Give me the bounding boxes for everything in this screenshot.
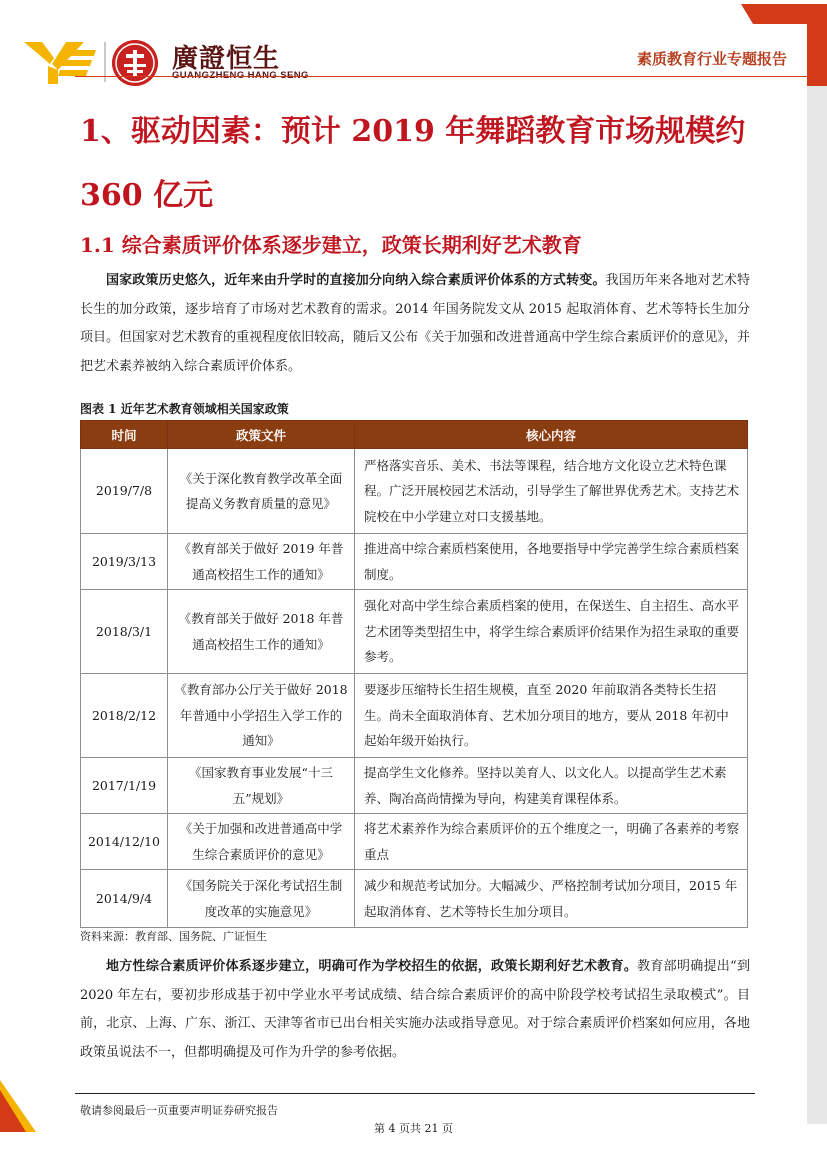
table-title: 图表 1 近年艺术教育领域相关国家政策 [80, 402, 289, 416]
table-row [81, 674, 748, 758]
header-date: 时间 [81, 421, 168, 449]
cell-doc: 《教育部关于做好 2019 年普通高校招生工作的通知》 [168, 534, 355, 590]
cell-core: 严格落实音乐、美术、书法等课程，结合地方文化设立艺术特色课程。广泛开展校园艺术活动，引导学生了解世界优秀艺术。支持艺术院校在中小学建立对口支援基地。 [355, 449, 748, 534]
table-row [81, 758, 748, 814]
cell-date: 2017/1/19 [81, 758, 168, 814]
cell-doc: 《教育部关于做好 2018 年普通高校招生工作的通知》 [168, 590, 355, 674]
table-row [81, 814, 748, 870]
cell-doc: 《国家教育事业发展“十三五”规划》 [168, 758, 355, 814]
table-header-row [81, 421, 748, 449]
table-row [81, 449, 748, 534]
policy-table [80, 420, 748, 928]
paragraph-lead: 地方性综合素质评价体系逐步建立，明确可作为学校招生的依据，政策长期利好艺术教育。 [106, 959, 638, 974]
cell-date: 2018/3/1 [81, 590, 168, 674]
side-gray-bar [807, 24, 827, 1124]
paragraph-body: 我国历年来各地对艺术特长生的加分政策，逐步培育了市场对艺术教育的需求。2014 年国务院发文从 2015 起取消体育、艺术等特长生加分项目。但国家对艺术教育的重视程度依旧较高，随后又公布《关于加强和改进普通高中学生综合素质评价的意见》，并把艺术素养被纳入综合素质评价体系。 [80, 273, 750, 374]
brand-seal-icon [112, 40, 158, 86]
header-rule [75, 76, 807, 77]
cell-date: 2018/2/12 [81, 674, 168, 758]
side-red-bar [807, 24, 827, 86]
header-core: 核心内容 [355, 421, 748, 449]
paragraph-policy-history [80, 267, 750, 381]
table-row [81, 870, 748, 928]
section-heading-line-2: 360 亿元 [80, 178, 214, 213]
cell-date: 2014/9/4 [81, 870, 168, 928]
footer-rule [75, 1093, 755, 1094]
header-accent-bar [741, 4, 827, 24]
paragraph-local-policy [80, 953, 750, 1067]
cell-date: 2019/7/8 [81, 449, 168, 534]
cell-core: 强化对高中学生综合素质档案的使用，在保送生、自主招生、高水平艺术团等类型招生中，将学生综合素质评价结果作为招生录取的重要参考。 [355, 590, 748, 674]
brand-y-logo-icon [24, 40, 96, 84]
section-heading-line-1: 1、驱动因素：预计 2019 年舞蹈教育市场规模约 [80, 114, 746, 149]
cell-doc: 《关于加强和改进普通高中学生综合素质评价的意见》 [168, 814, 355, 870]
cell-core: 提高学生文化修养。坚持以美育人、以文化人。以提高学生艺术素养、陶冶高尚情操为导向，构建美育课程体系。 [355, 758, 748, 814]
cell-core: 推进高中综合素质档案使用，各地要指导中学完善学生综合素质档案制度。 [355, 534, 748, 590]
subsection-heading: 1.1 综合素质评价体系逐步建立，政策长期利好艺术教育 [80, 233, 582, 257]
table-row [81, 534, 748, 590]
table-source-note: 资料来源：教育部、国务院、广证恒生 [80, 930, 267, 943]
cell-core: 要逐步压缩特长生招生规模，直至 2020 年前取消各类特长生招生。尚未全面取消体育、艺术加分项目的地方，要从 2018 年初中起始年级开始执行。 [355, 674, 748, 758]
footer-disclaimer: 敬请参阅最后一页重要声明证券研究报告 [80, 1104, 278, 1117]
cell-date: 2019/3/13 [81, 534, 168, 590]
page-number: 第 4 页共 21 页 [374, 1122, 453, 1135]
cell-core: 将艺术素养作为综合素质评价的五个维度之一，明确了各素养的考察重点 [355, 814, 748, 870]
report-type-label: 素质教育行业专题报告 [636, 50, 787, 68]
cell-doc: 《关于深化教育教学改革全面提高义务教育质量的意见》 [168, 449, 355, 534]
table-row [81, 590, 748, 674]
brand-name-cn: 廣證恒生 [172, 44, 281, 74]
paragraph-body: 教育部明确提出“到 2020 年左右，要初步形成基于初中学业水平考试成绩、结合综合素质评价的高中阶段学校考试招生录取模式”。目前，北京、上海、广东、浙江、天津等省市已出台相关实施办法或指导意见。对于综合素质评价档案如何应用，各地政策虽说法不一，但都明确提及可作为升学的参考依据。 [80, 959, 750, 1060]
cell-doc: 《教育部办公厅关于做好 2018 年普通中小学招生入学工作的通知》 [168, 674, 355, 758]
cell-core: 减少和规范考试加分。大幅减少、严格控制考试加分项目，2015 年起取消体育、艺术等特长生加分项目。 [355, 870, 748, 928]
paragraph-lead: 国家政策历史悠久，近年来由升学时的直接加分向纳入综合素质评价体系的方式转变。 [106, 273, 606, 288]
cell-date: 2014/12/10 [81, 814, 168, 870]
header-doc: 政策文件 [168, 421, 355, 449]
cell-doc: 《国务院关于深化考试招生制度改革的实施意见》 [168, 870, 355, 928]
